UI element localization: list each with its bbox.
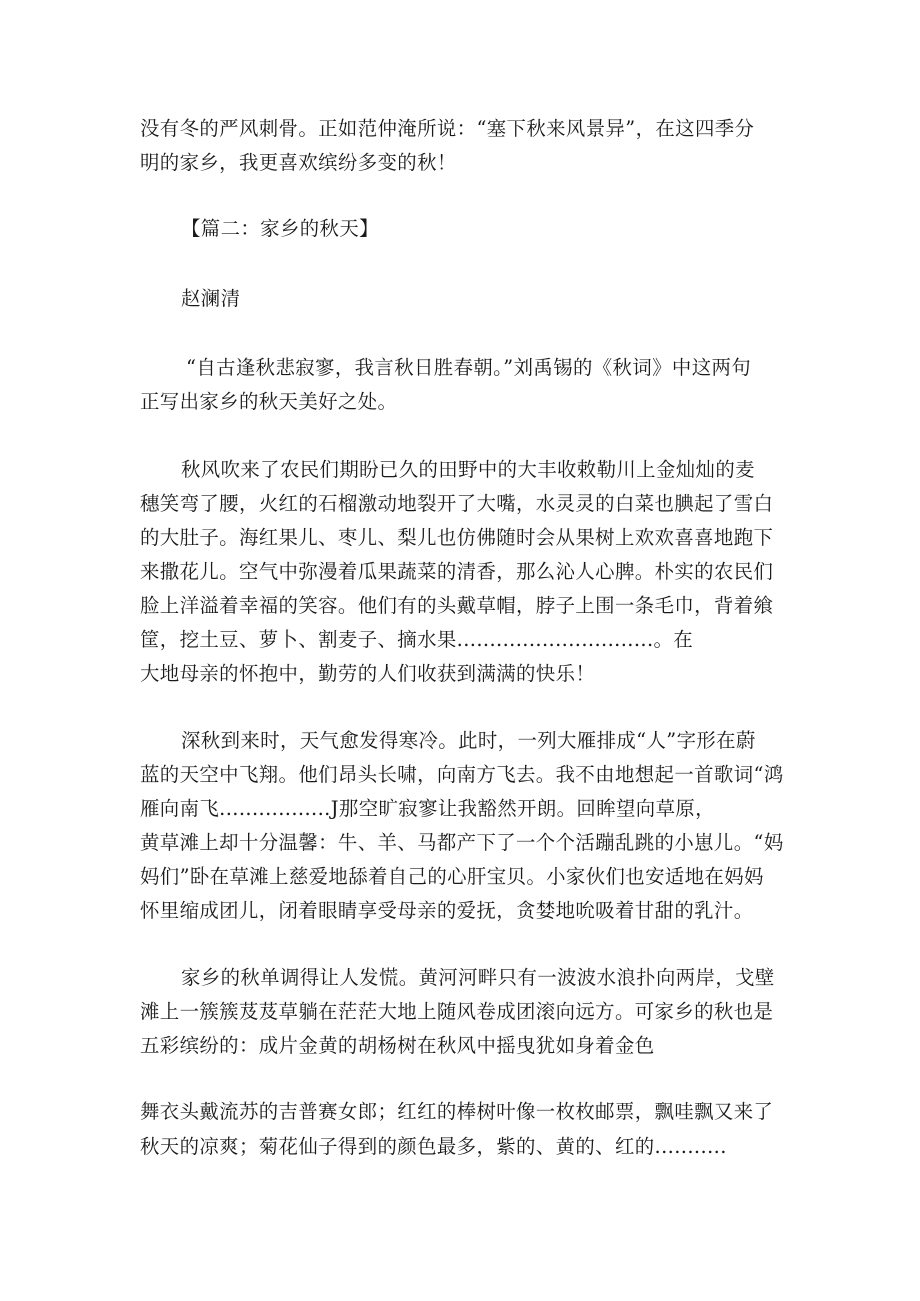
paragraph-line: 深秋到来时，天气愈发得寒冷。此时，一列大雁排成“人”字形在蔚 <box>181 729 756 752</box>
paragraph-line: 黄草滩上却十分温馨：牛、羊、马都产下了一个个活蹦乱跳的小崽儿。“妈 <box>140 831 784 854</box>
author-name: 赵澜清 <box>181 287 241 310</box>
paragraph-line: 的大肚子。海红果儿、枣儿、梨儿也仿佛随时会从果树上欢欢喜喜地跑下 <box>140 526 774 549</box>
paragraph-line: 大地母亲的怀抱中，勤劳的人们收获到满满的快乐！ <box>140 662 596 685</box>
paragraph-line: 没有冬的严风刺骨。正如范仲淹所说：“塞下秋来风景异”，在这四季分 <box>140 117 755 140</box>
paragraph-line: 妈们”卧在草滩上慈爱地舔着自己的心肝宝贝。小家伙们也安适地在妈妈 <box>140 865 764 888</box>
paragraph-line: 雁向南飞.................J那空旷寂寥让我豁然开朗。回眸望向草原， <box>140 797 715 820</box>
paragraph-line: 蓝的天空中飞翔。他们昂头长啸，向南方飞去。我不由地想起一首歌词“鸿 <box>140 763 784 786</box>
paragraph-line: 秋天的凉爽；菊花仙子得到的颜色最多，紫的、黄的、红的........... <box>140 1135 727 1158</box>
paragraph-line: 秋风吹来了农民们期盼已久的田野中的大丰收敕勒川上金灿灿的麦 <box>181 458 755 481</box>
paragraph-line: 家乡的秋单调得让人发慌。黄河河畔只有一波波水浪扑向两岸，戈壁 <box>181 966 775 989</box>
paragraph-line: 怀里缩成团儿，闭着眼睛享受母亲的爱抚，贪婪地吮吸着甘甜的乳汁。 <box>140 899 754 922</box>
paragraph-line: 舞衣头戴流苏的吉普赛女郎；红红的棒树叶像一枚枚邮票，飘哇飘又来了 <box>140 1100 774 1123</box>
paragraph-line: 明的家乡，我更喜欢缤纷多变的秋！ <box>140 151 457 174</box>
paragraph-line: “自古逢秋悲寂寥，我言秋日胜春朝。”刘禹锡的《秋词》中这两句 <box>186 356 752 379</box>
paragraph-line: 五彩缤纷的：成片金黄的胡杨树在秋风中摇曳犹如身着金色 <box>140 1034 655 1057</box>
section-heading: 【篇二：家乡的秋天】 <box>181 217 379 240</box>
paragraph-line: 滩上一簇簇芨芨草躺在茫茫大地上随风卷成团滚向远方。可家乡的秋也是 <box>140 1000 774 1023</box>
paragraph-line: 正写出家乡的秋天美好之处。 <box>140 390 398 413</box>
paragraph-line: 来撒花儿。空气中弥漫着瓜果蔬菜的清香，那么沁人心脾。朴实的农民们 <box>140 560 774 583</box>
paragraph-line: 脸上洋溢着幸福的笑容。他们有的头戴草帽，脖子上围一条毛巾，背着飨 <box>140 594 774 617</box>
paragraph-line: 穗笑弯了腰，火红的石榴激动地裂开了大嘴，水灵灵的白菜也腆起了雪白 <box>140 492 774 515</box>
paragraph-line: 筐，挖土豆、萝卜、割麦子、摘水果..............................。在 <box>140 628 694 651</box>
